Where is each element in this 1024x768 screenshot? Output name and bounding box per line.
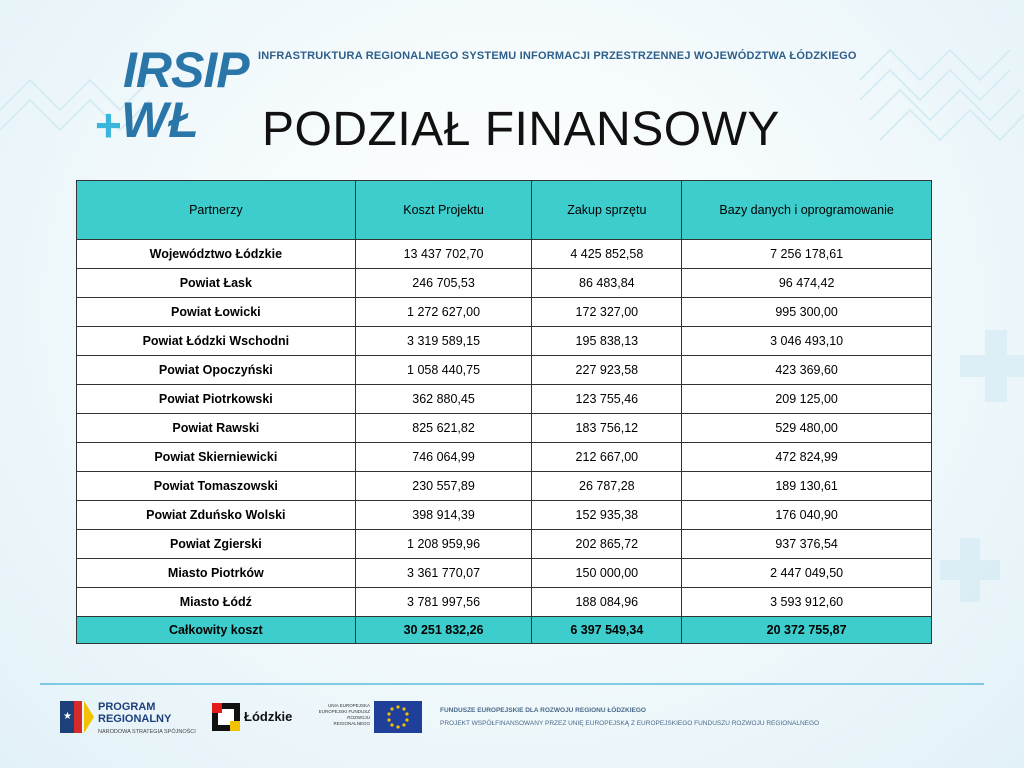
column-header-bazy: Bazy danych i oprogramowanie bbox=[682, 181, 932, 240]
eu-flag-icon bbox=[374, 701, 422, 733]
lodzkie-logo bbox=[212, 703, 292, 733]
koszt-cell: 1 272 627,00 bbox=[355, 298, 532, 327]
table-row bbox=[77, 385, 932, 414]
lodzkie-text: Łódzkie bbox=[244, 709, 293, 724]
partner-cell: Powiat Łask bbox=[77, 269, 356, 298]
partner-cell: Powiat Tomaszowski bbox=[77, 472, 356, 501]
bazy-cell: 995 300,00 bbox=[682, 298, 932, 327]
table-row bbox=[77, 327, 932, 356]
total-bazy: 20 372 755,87 bbox=[682, 617, 932, 644]
footer-logos bbox=[60, 695, 960, 745]
program-star-icon bbox=[60, 697, 94, 737]
program-title: PROGRAM REGIONALNY bbox=[98, 701, 172, 725]
svg-text:★: ★ bbox=[63, 711, 72, 722]
zakup-cell: 26 787,28 bbox=[532, 472, 682, 501]
koszt-cell: 362 880,45 bbox=[355, 385, 532, 414]
logo-text-irsip: IRSIP bbox=[123, 42, 249, 98]
fund-line-1: FUNDUSZE EUROPEJSKIE DLA ROZWOJU REGIONU ŁÓDZKIEGO bbox=[440, 707, 646, 714]
zakup-cell: 227 923,58 bbox=[532, 356, 682, 385]
table-row bbox=[77, 530, 932, 559]
partner-cell: Powiat Łódzki Wschodni bbox=[77, 327, 356, 356]
bazy-cell: 209 125,00 bbox=[682, 385, 932, 414]
logo-text-wl: WŁ bbox=[121, 92, 199, 148]
column-header-zakup: Zakup sprzętu bbox=[532, 181, 682, 240]
table-row bbox=[77, 559, 932, 588]
partner-cell: Powiat Zgierski bbox=[77, 530, 356, 559]
total-row bbox=[77, 617, 932, 644]
partner-cell: Województwo Łódzkie bbox=[77, 240, 356, 269]
bazy-cell: 529 480,00 bbox=[682, 414, 932, 443]
zakup-cell: 86 483,84 bbox=[532, 269, 682, 298]
table-header-row bbox=[77, 181, 932, 240]
table-row bbox=[77, 240, 932, 269]
total-koszt: 30 251 832,26 bbox=[355, 617, 532, 644]
koszt-cell: 1 058 440,75 bbox=[355, 356, 532, 385]
total-label: Całkowity koszt bbox=[77, 617, 356, 644]
zakup-cell: 195 838,13 bbox=[532, 327, 682, 356]
table-row bbox=[77, 501, 932, 530]
program-subtitle: NARODOWA STRATEGIA SPÓJNOŚCI bbox=[98, 729, 196, 735]
bazy-cell: 472 824,99 bbox=[682, 443, 932, 472]
partner-cell: Miasto Piotrków bbox=[77, 559, 356, 588]
zakup-cell: 212 667,00 bbox=[532, 443, 682, 472]
bazy-cell: 176 040,90 bbox=[682, 501, 932, 530]
header-subtitle: INFRASTRUKTURA REGIONALNEGO SYSTEMU INFORMACJI PRZESTRZENNEJ WOJEWÓDZTWA ŁÓDZKIEGO bbox=[258, 50, 857, 62]
logo-plus-icon: + bbox=[95, 99, 122, 151]
column-header-partnerzy: Partnerzy bbox=[77, 181, 356, 240]
zakup-cell: 4 425 852,58 bbox=[532, 240, 682, 269]
koszt-cell: 398 914,39 bbox=[355, 501, 532, 530]
partner-cell: Powiat Skierniewicki bbox=[77, 443, 356, 472]
zakup-cell: 150 000,00 bbox=[532, 559, 682, 588]
partner-cell: Powiat Rawski bbox=[77, 414, 356, 443]
zakup-cell: 172 327,00 bbox=[532, 298, 682, 327]
bazy-cell: 2 447 049,50 bbox=[682, 559, 932, 588]
eu-text: UNIA EUROPEJSKA EUROPEJSKI FUNDUSZ ROZWOJU REGIONALNEGO bbox=[318, 703, 370, 726]
table-row bbox=[77, 588, 932, 617]
koszt-cell: 1 208 959,96 bbox=[355, 530, 532, 559]
koszt-cell: 3 319 589,15 bbox=[355, 327, 532, 356]
irsip-logo bbox=[95, 42, 255, 152]
fund-text-block bbox=[440, 707, 960, 727]
table-row bbox=[77, 472, 932, 501]
fund-line-2: PROJEKT WSPÓŁFINANSOWANY PRZEZ UNIĘ EUROPEJSKĄ Z EUROPEJSKIEGO FUNDUSZU ROZWOJU REGIONALNEGO bbox=[440, 720, 820, 727]
zakup-cell: 202 865,72 bbox=[532, 530, 682, 559]
lodzkie-mark-icon bbox=[212, 703, 240, 731]
table-row bbox=[77, 298, 932, 327]
koszt-cell: 746 064,99 bbox=[355, 443, 532, 472]
eu-logo bbox=[312, 701, 422, 737]
partner-cell: Miasto Łódź bbox=[77, 588, 356, 617]
koszt-cell: 825 621,82 bbox=[355, 414, 532, 443]
table-row bbox=[77, 443, 932, 472]
bazy-cell: 937 376,54 bbox=[682, 530, 932, 559]
table-row bbox=[77, 356, 932, 385]
partner-cell: Powiat Opoczyński bbox=[77, 356, 356, 385]
koszt-cell: 13 437 702,70 bbox=[355, 240, 532, 269]
zakup-cell: 123 755,46 bbox=[532, 385, 682, 414]
zakup-cell: 152 935,38 bbox=[532, 501, 682, 530]
bazy-cell: 96 474,42 bbox=[682, 269, 932, 298]
partner-cell: Powiat Łowicki bbox=[77, 298, 356, 327]
table-row bbox=[77, 414, 932, 443]
bazy-cell: 3 046 493,10 bbox=[682, 327, 932, 356]
bazy-cell: 3 593 912,60 bbox=[682, 588, 932, 617]
koszt-cell: 246 705,53 bbox=[355, 269, 532, 298]
koszt-cell: 3 361 770,07 bbox=[355, 559, 532, 588]
table-row bbox=[77, 269, 932, 298]
zakup-cell: 183 756,12 bbox=[532, 414, 682, 443]
partner-cell: Powiat Zduńsko Wolski bbox=[77, 501, 356, 530]
koszt-cell: 3 781 997,56 bbox=[355, 588, 532, 617]
program-regionalny-logo bbox=[60, 697, 220, 743]
footer-divider bbox=[40, 683, 984, 685]
total-zakup: 6 397 549,34 bbox=[532, 617, 682, 644]
bazy-cell: 423 369,60 bbox=[682, 356, 932, 385]
column-header-koszt: Koszt Projektu bbox=[355, 181, 532, 240]
koszt-cell: 230 557,89 bbox=[355, 472, 532, 501]
zakup-cell: 188 084,96 bbox=[532, 588, 682, 617]
financial-table bbox=[76, 180, 932, 644]
partner-cell: Powiat Piotrkowski bbox=[77, 385, 356, 414]
page-title: PODZIAŁ FINANSOWY bbox=[262, 103, 780, 156]
bazy-cell: 189 130,61 bbox=[682, 472, 932, 501]
bazy-cell: 7 256 178,61 bbox=[682, 240, 932, 269]
